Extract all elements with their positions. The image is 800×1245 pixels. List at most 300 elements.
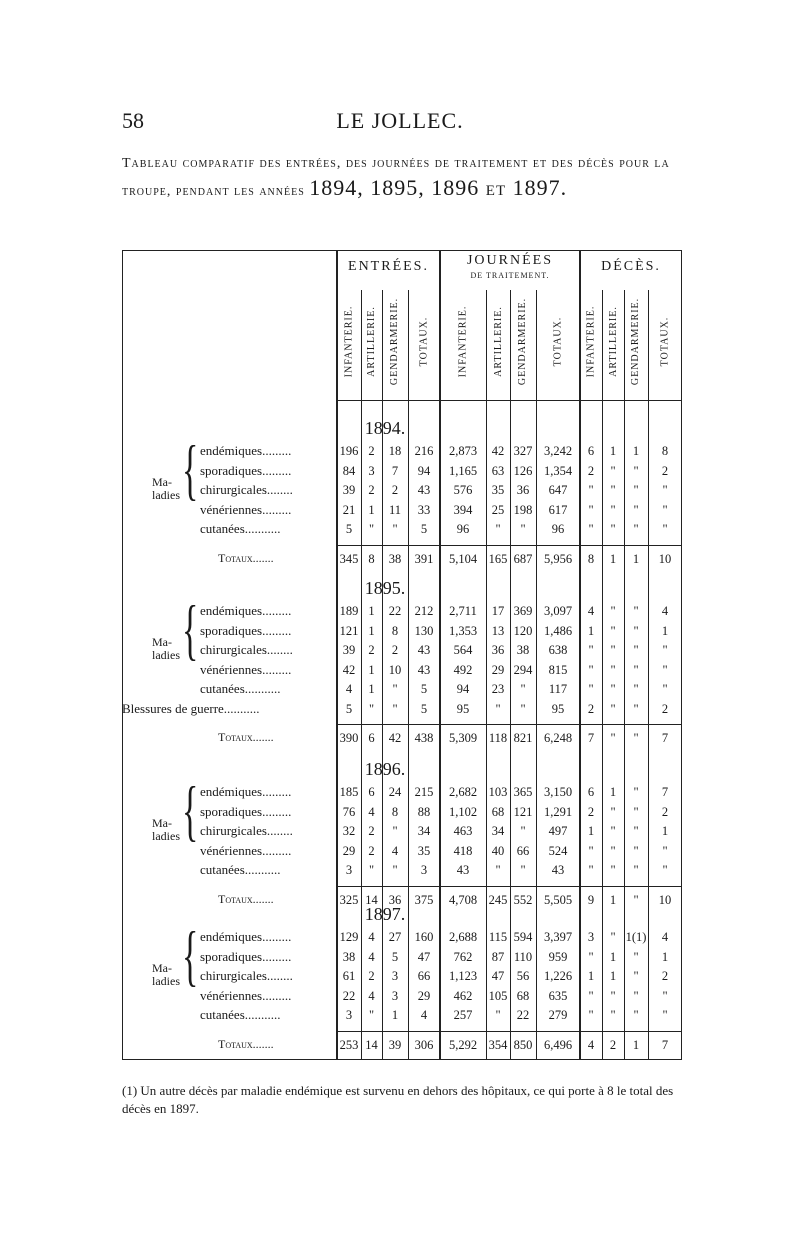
row-label: cutanées........... [200, 681, 281, 696]
table-cell: " [588, 662, 594, 677]
table-cell: " [662, 843, 668, 858]
row-label: chirurgicales........ [200, 968, 293, 983]
totals-label: Totaux....... [218, 891, 274, 906]
table-cell: " [495, 863, 501, 877]
table-cell: 94 [417, 463, 431, 478]
table-cell: 3 [345, 1008, 353, 1022]
totals-cell: 165 [488, 551, 508, 566]
table-cell: 96 [551, 522, 565, 536]
table-cell: 47 [417, 949, 431, 964]
table-cell: " [633, 662, 639, 677]
table-cell: 94 [456, 682, 470, 696]
table-cell: 2 [368, 969, 375, 983]
row-label: endémiques......... [200, 784, 292, 799]
table-cell: " [633, 502, 639, 517]
table-cell: " [368, 1008, 375, 1022]
table-cell: " [662, 483, 668, 497]
totals-cell: 687 [513, 551, 533, 566]
table-cell: 5 [420, 522, 428, 536]
table-cell: 3,397 [543, 930, 573, 944]
totals-cell: 9 [587, 892, 595, 907]
table-cell: 638 [548, 643, 568, 657]
table-cell: " [633, 701, 639, 716]
table-cell: 23 [491, 682, 505, 696]
table-cell: 196 [339, 444, 359, 458]
table-cell: " [392, 824, 398, 838]
column-header [603, 286, 623, 396]
table-cell: 35 [491, 483, 505, 497]
column-header [513, 286, 533, 396]
table-cell: 2,682 [448, 785, 478, 799]
table-cell: " [588, 682, 594, 696]
table-cell: 43 [417, 643, 431, 657]
totals-cell: 5,505 [543, 892, 573, 907]
totals-cell: 821 [513, 731, 533, 745]
column-header-label: TOTAUX. [659, 316, 671, 366]
table-cell: 13 [491, 623, 505, 638]
table-cell: " [610, 843, 616, 858]
table-cell: 212 [414, 604, 434, 618]
table-cell: 3 [368, 463, 375, 478]
table-cell: 1 [661, 949, 669, 964]
table-cell: " [610, 643, 616, 657]
totals-label: Totaux....... [218, 1036, 274, 1051]
table-cell: 120 [513, 623, 533, 638]
group-header-journees: JOURNÉES [466, 253, 553, 268]
table-cell: 257 [453, 1008, 473, 1022]
column-header-label: INFANTERIE. [585, 305, 597, 377]
table-cell: 68 [491, 804, 505, 819]
table-cell: " [610, 483, 616, 497]
totals-rule [337, 1031, 682, 1032]
totals-cell: 1 [632, 551, 640, 566]
table-cell: 40 [491, 843, 505, 858]
table-cell: 2 [587, 701, 595, 716]
table-cell: " [610, 1008, 616, 1022]
table-cell: 4 [661, 604, 669, 618]
table-cell: " [633, 604, 639, 618]
table-cell: " [588, 643, 594, 657]
table-cell: 4 [345, 682, 353, 696]
table-cell: " [633, 643, 639, 657]
column-header-label: INFANTERIE. [343, 305, 355, 377]
table-cell: 463 [453, 824, 473, 838]
column-header-label: GENDARMERIE. [517, 297, 529, 385]
totals-cell: 10 [658, 892, 672, 907]
table-cell: 5 [420, 682, 428, 696]
totals-cell: 438 [414, 731, 434, 745]
table-cell: 2 [391, 483, 399, 497]
table-cell: 1 [609, 444, 617, 458]
table-cell: 2 [587, 463, 595, 478]
year-heading: 1895. [364, 578, 406, 598]
table-cell: " [633, 863, 639, 877]
table-cell: " [520, 522, 526, 536]
totals-cell: 36 [388, 892, 402, 907]
table-cell: 25 [491, 502, 505, 517]
table-cell: 22 [388, 604, 402, 618]
table-cell: 524 [548, 843, 568, 858]
table-cell: 121 [339, 623, 359, 638]
table-cell: 5 [345, 701, 353, 716]
table-cell: " [368, 863, 375, 877]
table-cell: " [392, 701, 398, 716]
running-head: LE JOLLEC. [336, 108, 464, 133]
totals-cell: " [633, 731, 639, 745]
table-cell: 4 [368, 804, 375, 819]
table-cell: 126 [513, 463, 533, 478]
table-cell: 42 [342, 662, 356, 677]
table-cell: 4 [661, 930, 669, 944]
table-cell: 2,873 [448, 444, 478, 458]
totals-cell: 245 [488, 892, 508, 907]
table-cell: 7 [661, 785, 669, 799]
totals-cell: 39 [388, 1037, 402, 1052]
table-cell: 1 [609, 949, 617, 964]
table-cell: 1,165 [448, 463, 478, 478]
totals-cell: 5,309 [448, 731, 478, 745]
totals-rule [337, 545, 682, 546]
table-cell: 34 [417, 824, 431, 838]
table-cell: 47 [491, 969, 505, 983]
table-cell: 84 [342, 463, 356, 478]
row-label: sporadiques......... [200, 462, 292, 478]
table-cell: " [588, 502, 594, 517]
row-label-blessures: Blessures de guerre........... [122, 700, 260, 716]
table-cell: 462 [453, 988, 473, 1003]
totals-cell: 306 [414, 1037, 434, 1052]
table-cell: " [633, 785, 639, 799]
table-cell: 43 [456, 863, 470, 877]
table-cell: 1 [368, 662, 375, 677]
table-cell: 11 [388, 502, 402, 517]
column-header [626, 286, 646, 396]
table-cell: 635 [548, 988, 568, 1003]
totals-cell: 1 [609, 551, 617, 566]
brace: { [182, 917, 199, 993]
column-header-label: INFANTERIE. [457, 305, 469, 377]
table-cell: 2 [661, 804, 669, 819]
table-cell: 160 [414, 930, 434, 944]
table-cell: 130 [414, 623, 434, 638]
row-label: cutanées........... [200, 521, 281, 536]
table-cell: 4 [368, 949, 375, 964]
column-header [581, 286, 601, 396]
table-cell: " [633, 483, 639, 497]
header-rule [337, 400, 682, 401]
table-cell: " [662, 522, 668, 536]
totals-label: Totaux....... [218, 730, 274, 744]
year-heading: 1897. [364, 904, 406, 924]
table-cell: " [610, 824, 616, 838]
table-cell: 103 [488, 785, 508, 799]
row-label: vénériennes......... [200, 661, 292, 677]
table-cell: " [610, 623, 616, 638]
table-cell: 1 [632, 444, 640, 458]
totals-cell: 8 [587, 551, 595, 566]
table-cell: 185 [339, 785, 359, 799]
table-cell: 327 [513, 444, 533, 458]
group-header-deces: DÉCÈS. [601, 259, 661, 274]
totals-cell: " [633, 892, 639, 907]
table-cell: 63 [491, 463, 505, 478]
totals-cell: 5,292 [448, 1037, 478, 1052]
table-cell: " [633, 623, 639, 638]
table-cell: 5 [345, 522, 353, 536]
totals-cell: 6,496 [543, 1037, 573, 1052]
group-header-entrees: ENTRÉES. [348, 259, 429, 274]
table-cell: 8 [661, 444, 669, 458]
totals-cell: 1 [609, 892, 617, 907]
column-header-label: TOTAUX. [418, 316, 430, 366]
row-label: cutanées........... [200, 862, 281, 877]
table-cell: 3,150 [543, 785, 573, 799]
table-cell: 492 [453, 662, 473, 677]
table-cell: " [610, 988, 616, 1003]
table-cell: 4 [368, 930, 375, 944]
table-cell: 2 [368, 643, 375, 657]
totals-cell: 2 [609, 1037, 617, 1052]
table-cell: 1 [609, 969, 617, 983]
table-cell: 1 [587, 824, 595, 838]
totals-cell: 5,956 [543, 551, 573, 566]
table-cell: 22 [342, 988, 356, 1003]
table-cell: 189 [339, 604, 359, 618]
table-cell: " [633, 463, 639, 478]
table-cell: 576 [453, 483, 473, 497]
table-cell: " [633, 522, 639, 536]
table-cell: 3 [420, 863, 428, 877]
table-cell: 2 [661, 701, 669, 716]
table-cell: " [610, 682, 616, 696]
table-cell: 33 [417, 502, 431, 517]
table-cell: " [633, 843, 639, 858]
column-header-label: GENDARMERIE. [389, 297, 401, 385]
table-cell: 564 [453, 643, 473, 657]
table-cell: " [610, 502, 616, 517]
totals-cell: 8 [368, 551, 375, 566]
totals-cell: 1 [632, 1037, 640, 1052]
table-cell: 1,123 [448, 969, 478, 983]
table-cell: 2 [587, 804, 595, 819]
table-cell: " [662, 643, 668, 657]
brace: { [182, 772, 199, 848]
table-cell: 5 [420, 701, 428, 716]
table-cell: 95 [456, 701, 470, 716]
totals-cell: 390 [339, 731, 359, 745]
table-cell: 594 [513, 930, 533, 944]
totals-rule [337, 886, 682, 887]
table-cell: 17 [491, 604, 505, 618]
table-cell: 68 [516, 988, 530, 1003]
table-cell: 1 [368, 502, 375, 517]
maladies-label: Ma- ladies [152, 960, 180, 988]
page-number: 58 [122, 108, 144, 133]
table-cell: 1,102 [448, 804, 478, 819]
table-cell: 29 [417, 988, 431, 1003]
table-cell: 1(1) [625, 930, 647, 944]
table-cell: " [662, 1008, 668, 1022]
column-header [362, 286, 382, 396]
table-cell: " [662, 682, 668, 696]
table-cell: " [662, 988, 668, 1003]
table-cell: 29 [491, 662, 505, 677]
table-cell: 61 [342, 969, 356, 983]
totals-cell: " [610, 731, 616, 745]
row-label: endémiques......... [200, 929, 292, 944]
maladies-label: Ma- ladies [152, 634, 180, 662]
table-cell: 115 [488, 930, 508, 944]
table-cell: " [633, 969, 639, 983]
table-cell: " [392, 863, 398, 877]
table-cell: 21 [342, 502, 356, 517]
table-cell: 6 [368, 785, 375, 799]
table-cell: 294 [513, 662, 533, 677]
table-cell: " [588, 988, 594, 1003]
totals-cell: 391 [414, 551, 434, 566]
row-label: vénériennes......... [200, 987, 292, 1003]
table-cell: 66 [516, 843, 530, 858]
table-cell: " [368, 522, 375, 536]
totals-cell: 552 [513, 892, 533, 907]
table-cell: 497 [548, 824, 568, 838]
column-header-label: GENDARMERIE. [630, 297, 642, 385]
table-cell: 129 [339, 930, 359, 944]
table-cell: 121 [513, 804, 533, 819]
table-cell: " [520, 682, 526, 696]
table-cell: 369 [513, 604, 533, 618]
totals-cell: 118 [488, 731, 508, 745]
table-cell: 1 [609, 785, 617, 799]
table-cell: 3 [391, 988, 399, 1003]
table-cell: 39 [342, 643, 356, 657]
table-cell: " [662, 502, 668, 517]
table-cell: 95 [551, 701, 565, 716]
table-cell: " [610, 701, 616, 716]
table-cell: " [588, 949, 594, 964]
caption-text: Tableau comparatif des entrées, des journées de traitement et des décès pour la troupe, pendant les années [122, 156, 670, 199]
table-cell: 6 [587, 785, 595, 799]
row-label: chirurgicales........ [200, 823, 293, 838]
table-cell: 24 [388, 785, 402, 799]
column-header [488, 286, 508, 396]
table-cell: 2 [391, 643, 399, 657]
table-cell: 1,486 [543, 623, 573, 638]
totals-cell: 325 [339, 892, 359, 907]
table-cell: 38 [516, 643, 530, 657]
totals-cell: 38 [388, 551, 402, 566]
table-cell: " [610, 804, 616, 819]
table-cell: " [633, 949, 639, 964]
table-cell: 88 [417, 804, 431, 819]
table-cell: 4 [420, 1008, 428, 1022]
table-cell: 647 [548, 483, 568, 497]
column-header [655, 286, 675, 396]
totals-cell: 14 [365, 1037, 378, 1052]
table-cell: 18 [388, 444, 402, 458]
table-cell: 1 [587, 969, 595, 983]
maladies-label: Ma- ladies [152, 474, 180, 502]
table-cell: 35 [417, 843, 431, 858]
table-cell: 2 [661, 463, 669, 478]
table-cell: 117 [548, 682, 568, 696]
table-cell: 1 [368, 682, 375, 696]
table-cell: " [588, 483, 594, 497]
maladies-label: Ma- ladies [152, 815, 180, 843]
totals-cell: 4 [587, 1037, 595, 1052]
table-cell: " [610, 604, 616, 618]
totals-cell: 7 [661, 1037, 669, 1052]
table-cell: 87 [491, 949, 505, 964]
table-cell: 279 [548, 1008, 568, 1022]
table-cell: 8 [391, 804, 399, 819]
table-cell: 105 [488, 988, 508, 1003]
table-cell: 6 [587, 444, 595, 458]
table-cell: 4 [368, 988, 375, 1003]
totals-cell: 850 [513, 1037, 533, 1052]
table-cell: 7 [391, 463, 399, 478]
table-cell: 1 [391, 1008, 399, 1022]
table-cell: 8 [391, 623, 399, 638]
table-cell: 36 [516, 483, 530, 497]
column-header [414, 286, 434, 396]
table-cell: 418 [453, 843, 473, 858]
table-cell: " [495, 1008, 501, 1022]
table-cell: " [588, 863, 594, 877]
table-cell: 1,354 [543, 463, 573, 478]
totals-cell: 345 [339, 551, 359, 566]
row-label: endémiques......... [200, 603, 292, 618]
column-header [385, 286, 405, 396]
column-header-label: TOTAUX. [552, 316, 564, 366]
table-cell: 29 [342, 843, 356, 858]
table-cell: " [662, 863, 668, 877]
table-cell: 762 [453, 949, 473, 964]
table-cell: " [662, 662, 668, 677]
totals-cell: 6,248 [543, 731, 573, 745]
table-cell: 3 [345, 863, 353, 877]
column-header [453, 286, 473, 396]
totals-label: Totaux....... [218, 550, 274, 565]
column-header-label: ARTILLERIE. [492, 305, 504, 377]
table-caption [122, 152, 702, 204]
table-cell: 815 [548, 662, 568, 677]
totals-cell: 7 [587, 731, 595, 745]
table-cell: 1 [368, 623, 375, 638]
totals-cell: 253 [339, 1037, 359, 1052]
row-label: sporadiques......... [200, 803, 292, 819]
table-cell: " [495, 522, 501, 536]
table-cell: 96 [456, 522, 470, 536]
row-label: chirurgicales........ [200, 482, 293, 497]
totals-cell: 6 [368, 731, 375, 745]
row-label: sporadiques......... [200, 622, 292, 638]
table-cell: " [610, 662, 616, 677]
column-header-label: ARTILLERIE. [366, 305, 378, 377]
table-cell: 110 [513, 949, 533, 964]
table-cell: " [520, 701, 526, 716]
row-label: vénériennes......... [200, 501, 292, 517]
table-cell: " [633, 988, 639, 1003]
table-cell: 66 [417, 969, 431, 983]
table-cell: 2 [368, 824, 375, 838]
column-header [339, 286, 359, 396]
table-cell: 2,711 [449, 604, 477, 618]
table-cell: 27 [388, 930, 402, 944]
table-cell: " [520, 863, 526, 877]
totals-cell: 4,708 [448, 892, 478, 907]
table-cell: 2 [368, 843, 375, 858]
